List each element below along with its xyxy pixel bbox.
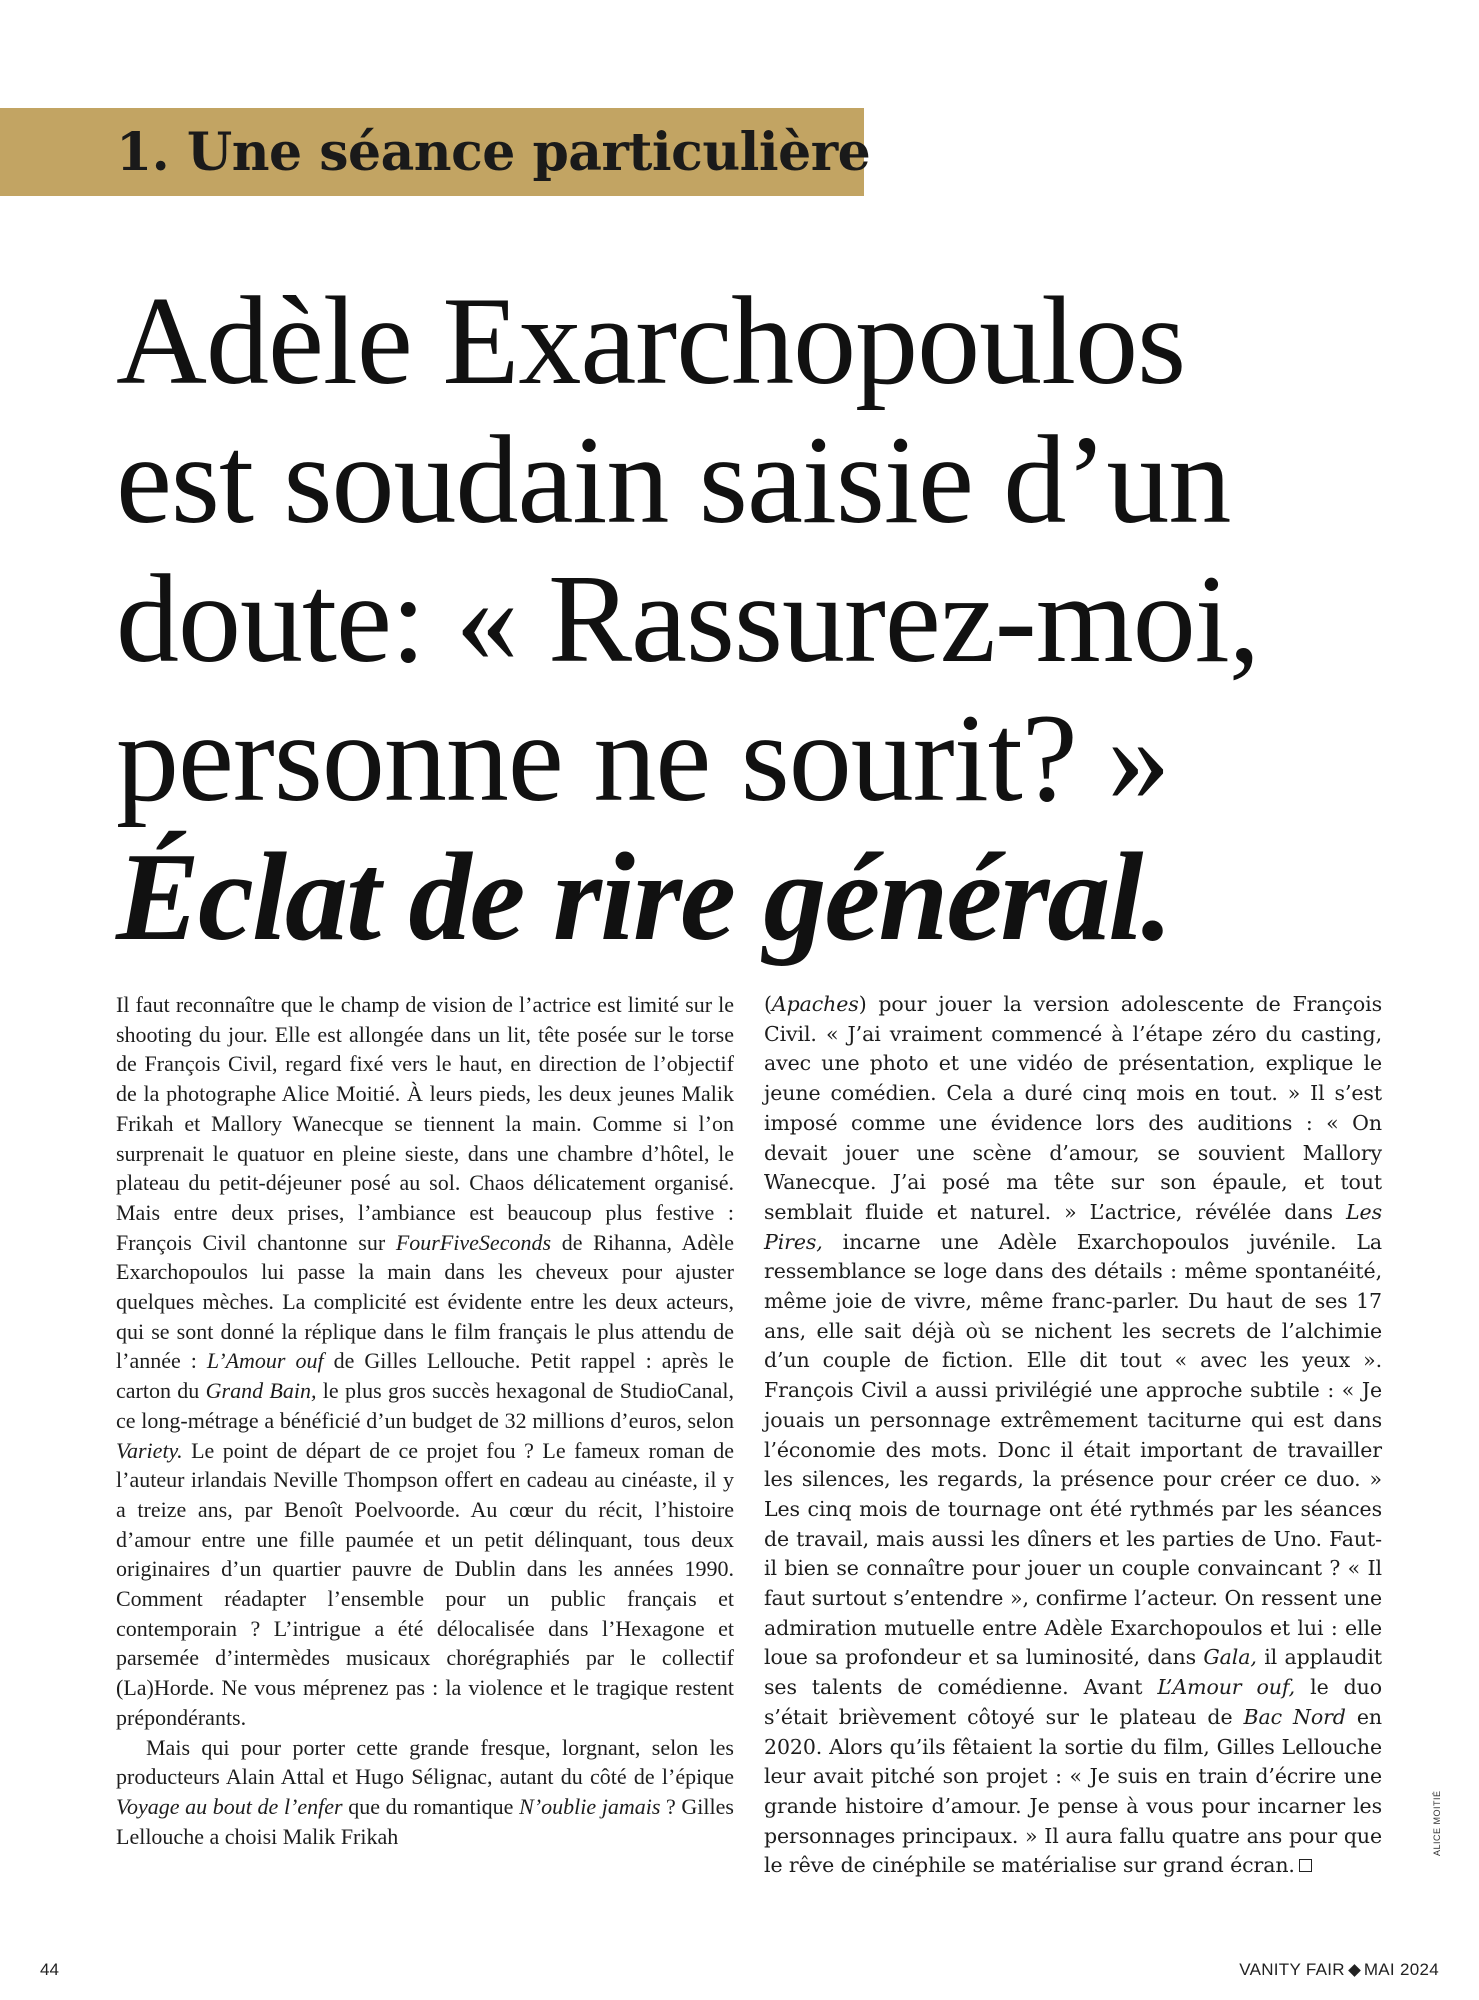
text-run: le duo s’était brièvement côtoyé sur le plateau de <box>764 1675 1383 1729</box>
text-run: de Rihanna, Adèle Exarchopoulos lui passe la main dans les cheveux pour ajuster quelques mèches. La complicité est évidente entre les deux acteurs, qui se sont donné la réplique dans le film français le plus attendu de l’année : <box>116 1229 734 1374</box>
italic-title: N’oublie jamais <box>519 1793 661 1819</box>
article-column-left <box>116 990 734 1851</box>
section-title: 1. Une séance particulière <box>116 121 871 183</box>
text-run: ( <box>764 992 772 1016</box>
text-run: le plus gros succès hexagonal de StudioCanal, ce long-métrage a bénéficié d’un budget de 32 millions d’euros, selon <box>116 1378 735 1433</box>
article-column-right <box>764 990 1382 1881</box>
text-run: il applaudit ses talents de comédienne. Avant <box>764 1645 1382 1700</box>
italic-title: Variety. <box>116 1437 183 1463</box>
italic-title: Les Pires, <box>764 1199 1382 1254</box>
italic-title: Voyage au bout de l’enfer <box>116 1793 343 1819</box>
italic-title: FourFiveSeconds <box>395 1229 552 1255</box>
headline-line: est soudain saisie d’un <box>116 411 1231 550</box>
article-paragraph <box>116 1733 734 1852</box>
text-run: ? Gilles Lellouche a choisi Malik Frikah <box>116 1793 734 1849</box>
text-run: Il faut reconnaître que le champ de vision de l’actrice est limité sur le shooting du jour. Elle est allongée dans un lit, tête posée sur le torse de François Civil, regard fixé vers le haut, en direction de l’objectif de la photographe Alice Moitié. À leurs pieds, les deux jeunes Malik Frikah et Mallory Wanecque se tiennent la main. Comme si l’on surprenait le quatuor en pleine sieste, dans une chambre d’hôtel, le plateau du petit-déjeuner posé au sol. Chaos délicatement organisé. Mais entre deux prises, l’ambiance est beaucoup plus festive : François Civil chantonne sur <box>116 992 734 1255</box>
article-paragraph <box>764 990 1382 1881</box>
headline-line: doute: « Rassurez-moi, <box>116 550 1260 689</box>
text-run: Le point de départ de ce projet fou ? Le fameux roman de l’auteur irlandais Neville Thompson offert en cadeau au cinéaste, il y a treize ans, par Benoît Poelvoorde. Au cœur du récit, l’histoire d’amour entre une fille paumée et un petit délinquant, tous deux originaires d’un quartier pauvre de Dublin dans les années 1990. Comment réadapter l’ensemble pour un public français et contemporain ? L’intrigue a été délocalisée dans l’Hexagone et parsemée d’intermèdes musicaux chorégraphiés par le collectif (La)Horde. Ne vous méprenez pas : la violence et le tragique restent prépondérants. <box>116 1437 734 1730</box>
headline-emphasis: Éclat de rire général. <box>116 828 1171 967</box>
headline-line: personne ne sourit? » <box>116 689 1170 828</box>
section-banner <box>0 108 871 196</box>
text-run: de Gilles Lellouche. Petit rappel : après le carton du <box>116 1348 734 1404</box>
diamond-icon <box>1348 1964 1361 1977</box>
text-run: ) pour jouer la version adolescente de François Civil. « J’ai vraiment commencé à l’étape zéro du casting, avec une photo et une vidéo de présentation, explique le jeune comédien. Cela a duré cinq mois en tout. » Il s’est imposé comme une évidence lors des auditions : « On devait jouer une scène d’amour, se souvient Mallory Wanecque. J’ai posé ma tête sur son épaule, et tout semblait fluide et naturel. » L’actrice, révélée dans <box>764 992 1382 1224</box>
italic-title: Apaches <box>771 992 859 1016</box>
headline <box>116 272 1376 967</box>
page-number: 44 <box>40 1960 59 1979</box>
end-square-icon <box>1299 1859 1312 1872</box>
italic-title: L’Amour ouf, <box>1157 1675 1296 1700</box>
text-run: que du romantique <box>342 1793 520 1819</box>
headline-line: Adèle Exarchopoulos <box>116 272 1186 411</box>
article-paragraph <box>116 990 734 1733</box>
footer-publication <box>1239 1960 1439 1980</box>
italic-title: Grand Bain, <box>205 1378 317 1404</box>
photo-credit: ALICE MOITIÉ <box>1432 1790 1442 1856</box>
italic-title: Gala, <box>1203 1645 1257 1670</box>
text-run: incarne une Adèle Exarchopoulos juvénile. La ressemblance se loge dans des détails : même spontanéité, même joie de vivre, même franc-parler. Du haut de ses 17 ans, elle sait déjà où se nichent les secrets de l’alchimie d’un couple de fiction. Elle dit tout « avec les yeux ». François Civil a aussi privilégié une approche subtile : « Je jouais un personnage extrêmement taciturne qui est dans l’économie des mots. Donc il était important de travailler les silences, les regards, la présence pour créer ce duo. » Les cinq mois de tournage ont été rythmés par les séances de travail, mais aussi les dîners et les parties de Uno. Faut-il bien se connaître pour jouer un couple convaincant ? « Il faut surtout s’entendre », confirme l’acteur. On ressent une admiration mutuelle entre Adèle Exarchopoulos et lui : elle loue sa profondeur et sa luminosité, dans <box>764 1229 1382 1670</box>
italic-title: L’Amour ouf <box>206 1348 324 1374</box>
text-run: en 2020. Alors qu’ils fêtaient la sortie du film, Gilles Lellouche leur avait pitché son projet : « Je suis en train d’écrire une grande histoire d’amour. Je pense à vous pour incarner les personnages principaux. » Il aura fallu quatre ans pour que le rêve de cinéphile se matérialise sur grand écran. <box>764 1704 1382 1878</box>
magazine-name: VANITY FAIR <box>1239 1960 1345 1979</box>
text-run: Mais qui pour porter cette grande fresque, lorgnant, selon les producteurs Alain Attal et Hugo Sélignac, autant du côté de l’épique <box>116 1734 734 1790</box>
issue-date: MAI 2024 <box>1363 1960 1439 1979</box>
italic-title: Bac Nord <box>1243 1704 1346 1729</box>
